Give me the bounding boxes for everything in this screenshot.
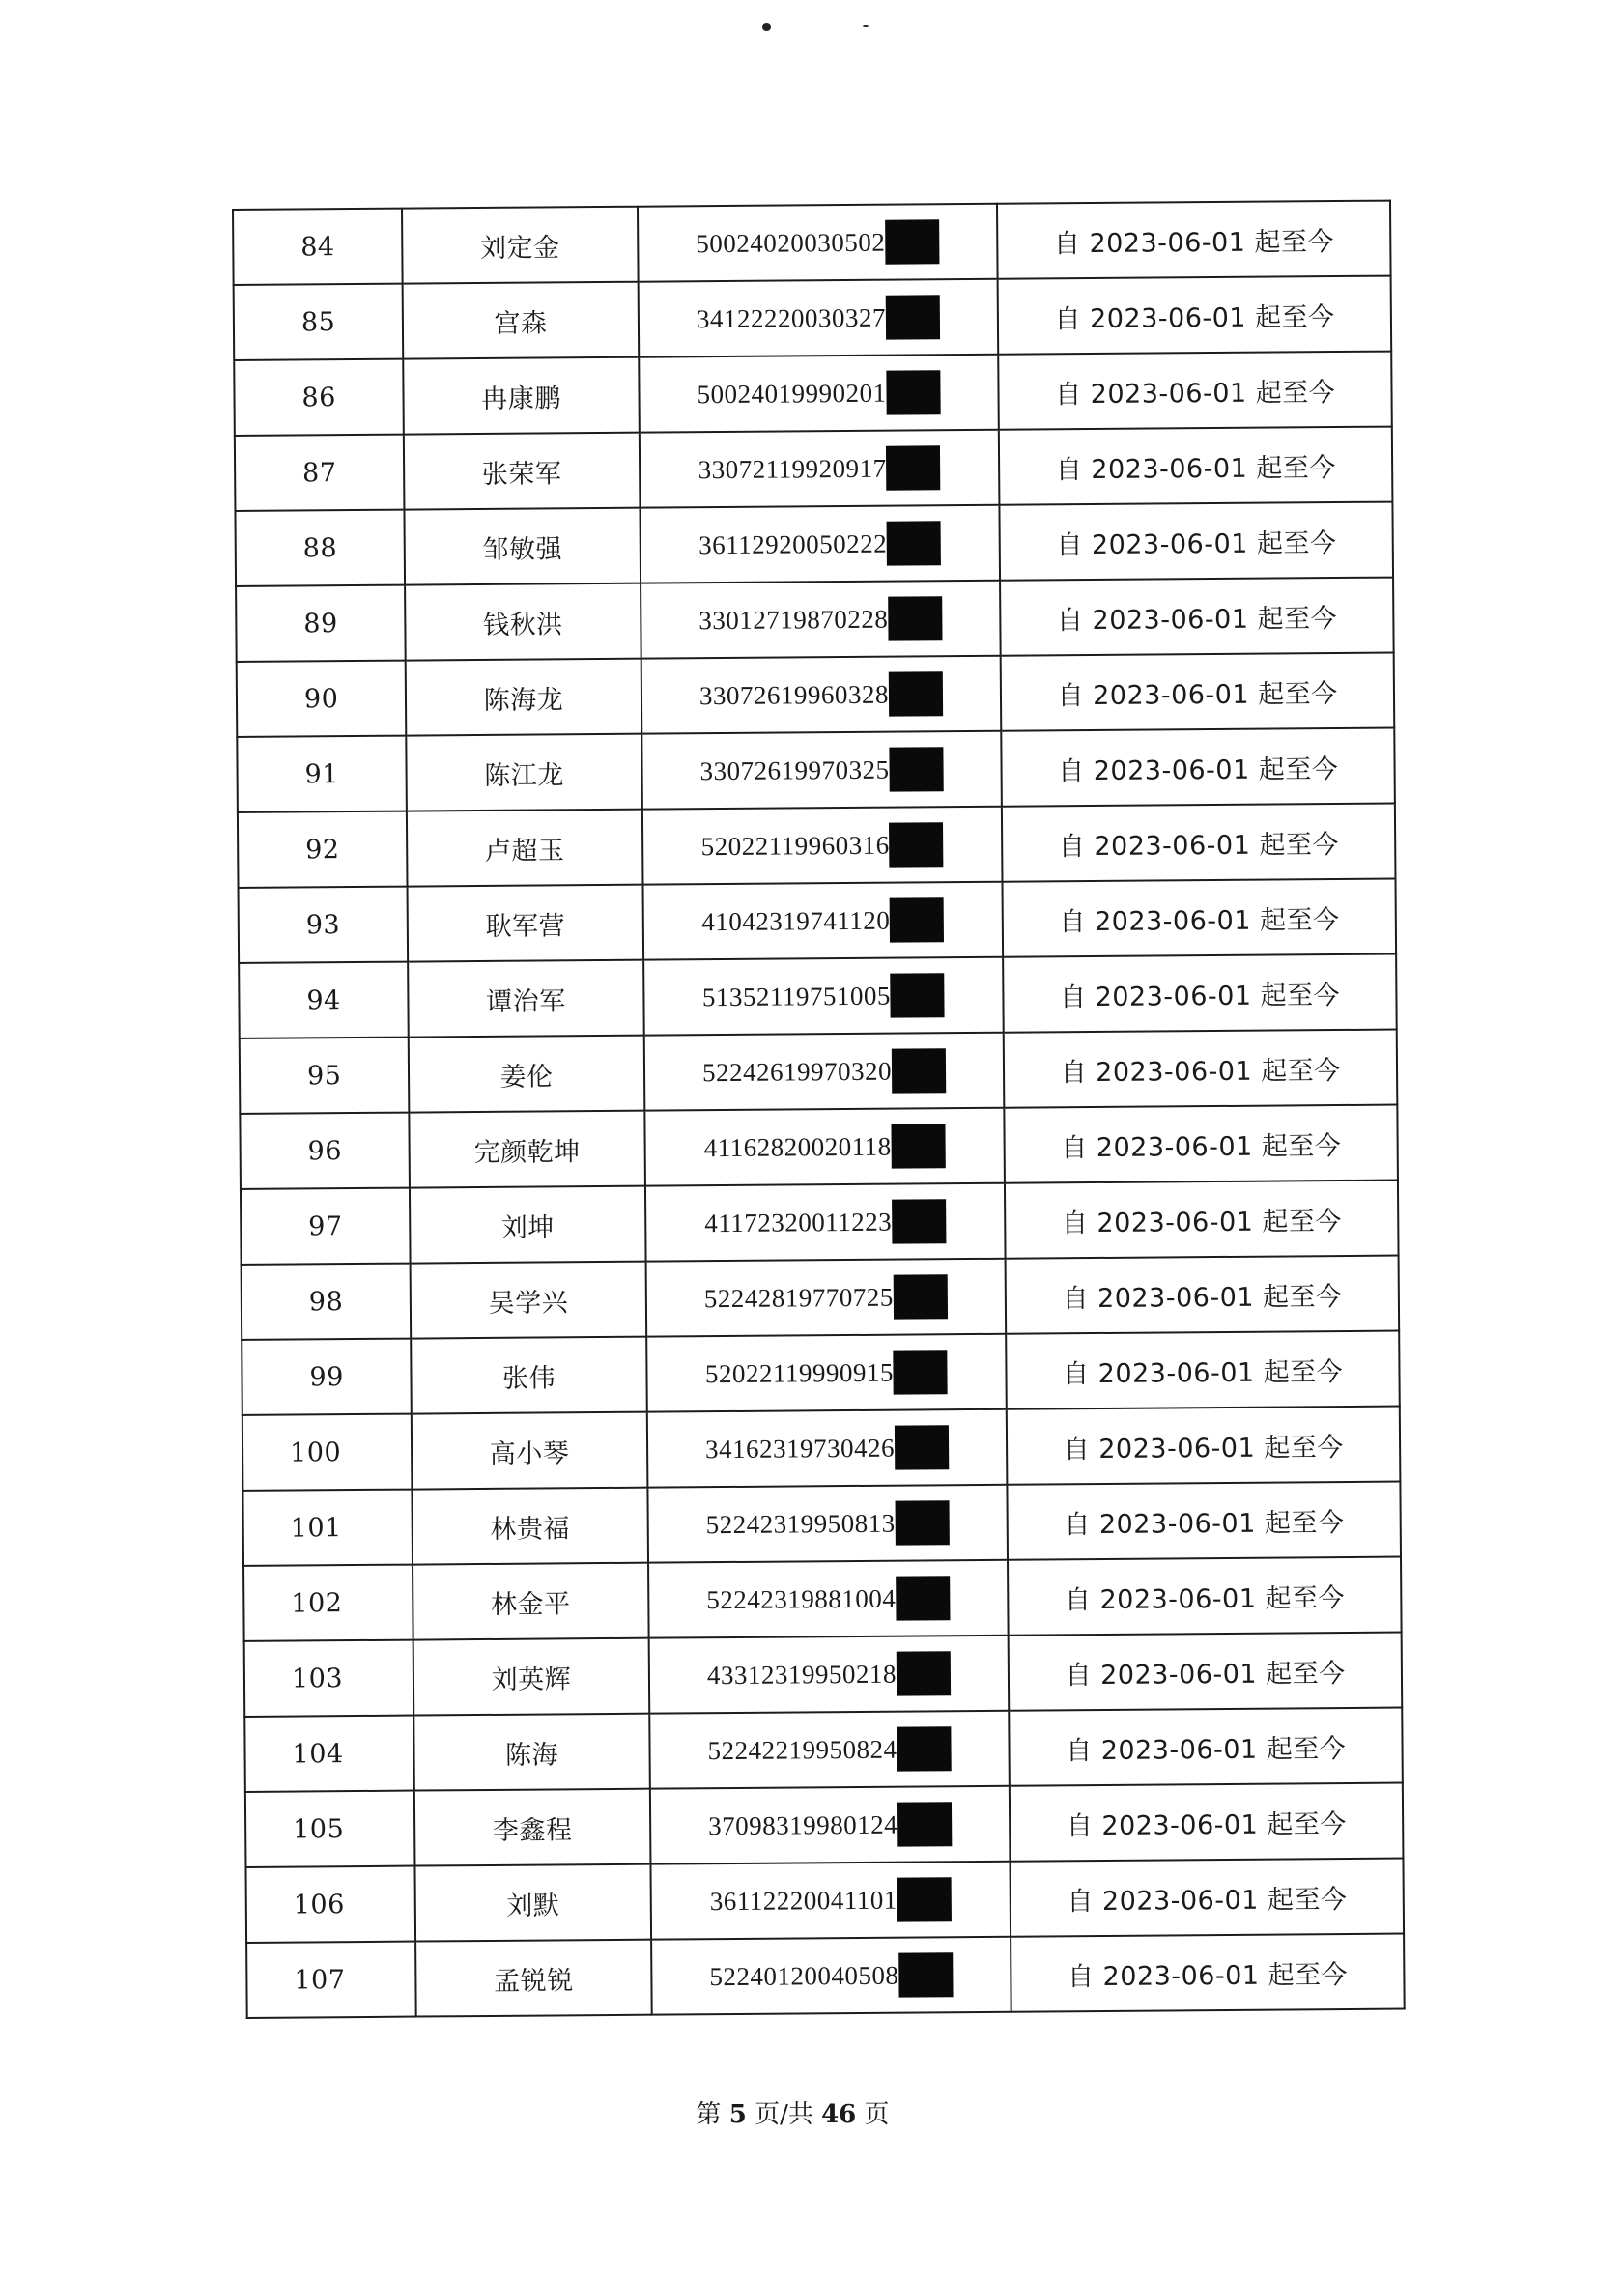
- redaction-box: [894, 1350, 948, 1394]
- name-cell: 孟锐锐: [415, 1940, 651, 2017]
- period-cell: 自 2023-06-01 起至今: [1010, 1708, 1403, 1786]
- seq-cell: 106: [245, 1866, 415, 1943]
- id-number-cell: [638, 204, 998, 282]
- id-number-visible: 33012719870228: [698, 604, 889, 635]
- period-cell: 自 2023-06-01 起至今: [1008, 1482, 1401, 1560]
- redaction-box: [892, 1199, 946, 1243]
- table-row: [240, 1105, 1398, 1189]
- id-number-visible: 33072619970325: [699, 754, 890, 785]
- id-number-cell: [648, 1636, 1009, 1714]
- name-cell: 吴学兴: [411, 1262, 646, 1339]
- seq-cell: 102: [243, 1565, 413, 1641]
- seq-cell: 104: [244, 1716, 414, 1792]
- id-number-visible: 52022119960316: [700, 830, 890, 861]
- id-number-cell: [650, 1786, 1011, 1864]
- id-number-visible: 52242319881004: [706, 1583, 897, 1614]
- period-cell: 自 2023-06-01 起至今: [1010, 1783, 1403, 1862]
- footer-total-pages: 46: [821, 2100, 857, 2129]
- seq-cell: 90: [237, 661, 407, 737]
- table-row: [241, 1181, 1399, 1265]
- seq-cell: 87: [235, 435, 405, 511]
- period-cell: 自 2023-06-01 起至今: [1001, 653, 1394, 731]
- seq-cell: 103: [244, 1640, 414, 1717]
- id-number-visible: 33072119920917: [698, 453, 887, 484]
- id-number-visible: 43312319950218: [706, 1659, 897, 1690]
- redaction-box: [887, 521, 941, 565]
- table-row: [234, 352, 1392, 436]
- period-cell: 自 2023-06-01 起至今: [1006, 1256, 1399, 1334]
- seq-cell: 84: [233, 209, 403, 285]
- table-row: [242, 1256, 1400, 1340]
- name-cell: 谭治军: [408, 960, 643, 1038]
- name-cell: 陈海: [414, 1714, 650, 1791]
- name-cell: 完颜乾坤: [410, 1111, 645, 1188]
- seq-cell: 93: [239, 887, 409, 963]
- period-cell: 自 2023-06-01 起至今: [1003, 954, 1396, 1033]
- redaction-box: [898, 1952, 953, 1997]
- redaction-box: [897, 1877, 952, 1921]
- redaction-box: [896, 1500, 950, 1545]
- seq-cell: 92: [238, 811, 408, 888]
- seq-cell: 101: [242, 1490, 413, 1566]
- table-row: [239, 879, 1397, 963]
- period-cell: 自 2023-06-01 起至今: [1007, 1407, 1400, 1485]
- seq-cell: 97: [241, 1188, 411, 1265]
- id-number-cell: [643, 957, 1004, 1036]
- period-cell: 自 2023-06-01 起至今: [999, 427, 1392, 505]
- id-number-cell: [646, 1409, 1007, 1488]
- table-row: [242, 1331, 1400, 1415]
- seq-cell: 100: [242, 1414, 413, 1491]
- redaction-box: [886, 445, 940, 490]
- id-number-visible: 37098319980124: [708, 1809, 898, 1840]
- redaction-box: [896, 1576, 950, 1620]
- period-cell: 自 2023-06-01 起至今: [1006, 1331, 1399, 1409]
- name-cell: 刘定金: [402, 207, 638, 284]
- table-row: [237, 728, 1395, 812]
- redaction-box: [889, 671, 943, 716]
- name-cell: 陈海龙: [406, 659, 641, 736]
- period-cell: 自 2023-06-01 起至今: [1009, 1633, 1402, 1711]
- id-number-cell: [648, 1560, 1009, 1638]
- footer-current-page: 5: [728, 2100, 747, 2129]
- seq-cell: 91: [237, 736, 407, 812]
- id-number-cell: [650, 1862, 1011, 1940]
- scan-speck: [762, 23, 771, 31]
- name-cell: 钱秋洪: [405, 583, 641, 661]
- id-number-cell: [643, 1033, 1004, 1111]
- period-cell: 自 2023-06-01 起至今: [1000, 578, 1393, 656]
- table-row: [242, 1407, 1401, 1491]
- table-body: [233, 201, 1405, 2018]
- table-row: [235, 427, 1393, 511]
- name-cell: 李鑫程: [414, 1789, 650, 1866]
- seq-cell: 96: [240, 1113, 410, 1189]
- id-number-visible: 41172320011223: [704, 1207, 893, 1238]
- id-number-visible: 51352119751005: [701, 981, 892, 1011]
- seq-cell: 107: [246, 1942, 416, 2018]
- period-cell: 自 2023-06-01 起至今: [1000, 502, 1393, 581]
- table-row: [236, 578, 1394, 662]
- redaction-box: [895, 1425, 949, 1469]
- period-cell: 自 2023-06-01 起至今: [1005, 1105, 1398, 1183]
- redaction-box: [894, 1274, 948, 1319]
- table-row: [245, 1859, 1404, 1943]
- table-row: [243, 1557, 1402, 1641]
- id-number-visible: 41162820020118: [703, 1131, 892, 1162]
- record-table: [232, 200, 1406, 2019]
- seq-cell: 89: [236, 585, 406, 662]
- redaction-box: [892, 1048, 946, 1093]
- id-number-cell: [649, 1711, 1010, 1789]
- redaction-box: [897, 1651, 951, 1695]
- table-row: [246, 1934, 1405, 2018]
- id-number-visible: 36112220041101: [709, 1885, 897, 1916]
- footer-middle: 页/共: [755, 2100, 813, 2129]
- id-number-cell: [642, 807, 1003, 885]
- seq-cell: 94: [239, 962, 409, 1038]
- name-cell: 邹敏强: [405, 508, 641, 585]
- name-cell: 刘默: [415, 1864, 651, 1942]
- id-number-visible: 36112920050222: [698, 528, 888, 559]
- id-number-cell: [641, 656, 1001, 734]
- name-cell: 高小琴: [412, 1412, 647, 1490]
- id-number-visible: 33072619960328: [698, 679, 890, 710]
- id-number-cell: [642, 882, 1003, 960]
- page-footer: [0, 2094, 1605, 2130]
- id-number-cell: [651, 1937, 1011, 2015]
- scan-speck: [863, 25, 869, 27]
- name-cell: 宫森: [403, 282, 639, 359]
- id-number-visible: 52242319950813: [705, 1508, 896, 1539]
- redaction-box: [890, 897, 944, 942]
- redaction-box: [891, 1124, 945, 1168]
- period-cell: 自 2023-06-01 起至今: [1011, 1859, 1404, 1937]
- id-number-visible: 34122220030327: [696, 302, 887, 333]
- id-number-visible: 41042319741120: [701, 905, 891, 936]
- id-number-cell: [645, 1259, 1006, 1337]
- id-number-visible: 52242219950824: [707, 1734, 897, 1765]
- period-cell: 自 2023-06-01 起至今: [1003, 879, 1396, 957]
- period-cell: 自 2023-06-01 起至今: [998, 276, 1391, 355]
- name-cell: 耿军营: [408, 885, 643, 962]
- seq-cell: 86: [234, 359, 404, 436]
- period-cell: 自 2023-06-01 起至今: [1011, 1934, 1404, 2012]
- redaction-box: [886, 370, 940, 414]
- id-number-visible: 52242619970320: [701, 1056, 893, 1087]
- name-cell: 陈江龙: [407, 734, 642, 811]
- table-row: [239, 954, 1397, 1038]
- redaction-box: [889, 747, 943, 791]
- id-number-cell: [640, 505, 1000, 583]
- id-number-visible: 52022119990915: [704, 1357, 895, 1388]
- id-number-visible: 34162319730426: [704, 1433, 896, 1464]
- redaction-box: [891, 973, 945, 1017]
- table-row: [235, 502, 1393, 586]
- table-row: [237, 653, 1395, 737]
- period-cell: 自 2023-06-01 起至今: [1005, 1181, 1398, 1259]
- footer-suffix: 页: [864, 2100, 890, 2129]
- name-cell: 林贵福: [413, 1488, 648, 1565]
- id-number-cell: [641, 581, 1001, 659]
- id-number-cell: [639, 355, 999, 433]
- footer-prefix: 第: [696, 2100, 722, 2129]
- name-cell: 姜伦: [409, 1036, 644, 1113]
- name-cell: 刘坤: [410, 1186, 645, 1264]
- id-number-visible: 52240120040508: [709, 1960, 899, 1991]
- name-cell: 刘英辉: [413, 1638, 649, 1716]
- period-cell: 自 2023-06-01 起至今: [997, 201, 1390, 279]
- table-row: [244, 1708, 1403, 1792]
- seq-cell: 105: [245, 1791, 415, 1867]
- period-cell: 自 2023-06-01 起至今: [1002, 804, 1395, 882]
- seq-cell: 98: [242, 1264, 412, 1340]
- seq-cell: 95: [240, 1038, 410, 1114]
- id-number-visible: 50024019990201: [697, 378, 887, 409]
- redaction-box: [885, 219, 939, 264]
- redaction-box: [897, 1726, 951, 1771]
- id-number-cell: [638, 279, 998, 357]
- table-row: [240, 1030, 1398, 1114]
- name-cell: 张荣军: [404, 433, 640, 510]
- seq-cell: 85: [234, 284, 404, 360]
- redaction-box: [886, 295, 940, 339]
- seq-cell: 88: [235, 510, 405, 586]
- period-cell: 自 2023-06-01 起至今: [999, 352, 1392, 430]
- redaction-box: [897, 1802, 952, 1846]
- table-row: [234, 276, 1392, 360]
- seq-cell: 99: [242, 1339, 412, 1415]
- name-cell: 冉康鹏: [404, 357, 640, 435]
- period-cell: 自 2023-06-01 起至今: [1008, 1557, 1401, 1636]
- id-number-cell: [641, 731, 1002, 810]
- period-cell: 自 2023-06-01 起至今: [1002, 728, 1395, 807]
- redaction-box: [889, 822, 943, 867]
- id-number-cell: [646, 1334, 1007, 1412]
- id-number-cell: [640, 430, 1000, 508]
- table-row: [238, 804, 1396, 888]
- id-number-visible: 50024020030502: [696, 227, 886, 258]
- name-cell: 张伟: [411, 1337, 646, 1414]
- name-cell: 林金平: [413, 1563, 648, 1640]
- table-row: [242, 1482, 1401, 1566]
- id-number-cell: [647, 1485, 1008, 1563]
- id-number-visible: 52242819770725: [703, 1282, 894, 1313]
- period-cell: 自 2023-06-01 起至今: [1004, 1030, 1397, 1108]
- table-row: [233, 201, 1391, 285]
- id-number-cell: [645, 1183, 1006, 1262]
- id-number-cell: [644, 1108, 1005, 1186]
- table-row: [244, 1633, 1403, 1717]
- table-row: [245, 1783, 1404, 1867]
- name-cell: 卢超玉: [407, 810, 642, 887]
- redaction-box: [888, 596, 942, 640]
